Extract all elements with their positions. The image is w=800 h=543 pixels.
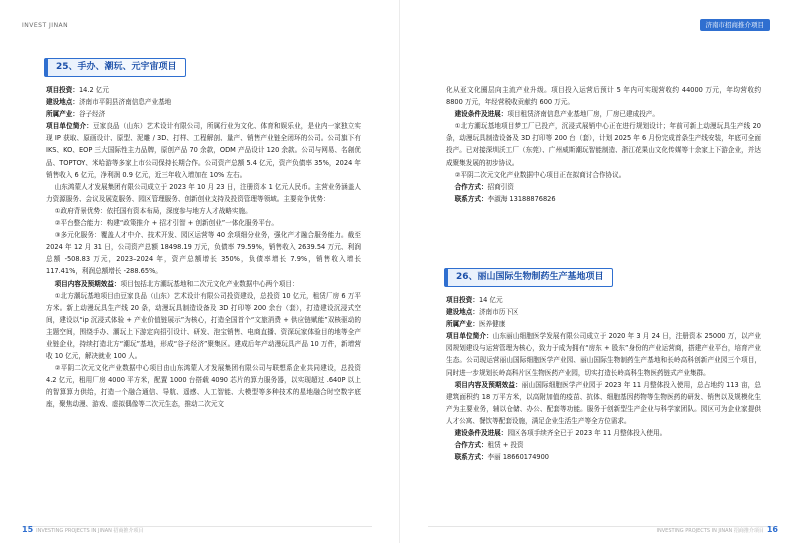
group-intro-paragraph: 山东鸿蒙人才发展集团有限公司成立于 2023 年 10 月 23 日，注册资本 1 亿元人民币。主营业务涵盖人力资源服务、会议及展览服务、园区管理服务、创新创业支持及投资管理等领域。主要竞争优势： [46, 182, 361, 203]
section-title-25: 25、手办、潮玩、元宇宙项目 [44, 58, 186, 77]
section-title-26: 26、丽山国际生物制药生产基地项目 [444, 268, 613, 287]
unit-intro-paragraph: 项目单位简介：豆家良品（山东）艺术设计有限公司，所属行业为文化、体育和娱乐业，是业内一家独立实现 IP 获取、原画设计、原型、泥雕 / 3D、打样、工程解剖、量产、销售产业链全闭环的公司。公司旗下有 IKS、KO、EOP 三大国际性主力品牌，原创产品 70 余款，ODM 产品设计 120 余款。公司与网易、名創优品、TOPTOY、米哈游等多家上市公司保持长期合作。公司资产总额 5.4 亿元，资产负债率 35%，2024 年销售收入 6 亿元，净利润 0.9 亿元，近三年收入增加在 10% 左右。 [46, 122, 362, 179]
unit-intro-paragraph: 项目单位简介：山东丽山细胞医学发展有限公司成立于 2020 年 3 月 24 日，注册资本 25000 万，以产业园规划建设与运营管理为核心，致力于成为拥有“房东 + 股东”身份的产业运营商，搭建产业平台，培育产业生态。公司现运营丽山国际细胞医学产业园、丽山国际生物制药生产基地和长岭高科创新产业园三个项目，同时进一步规划长岭高科片区生物医药产业园，切实打造长岭高科生物医药链式产业集群。 [446, 332, 761, 377]
right-upper-text [446, 84, 761, 205]
contact-line: 联系方式：李淑海 13188876826 [454, 194, 556, 203]
footer-text: INVESTING PROJECTS IN JINAN 招商推介项目 [656, 528, 764, 534]
field-investment: 项目投资：14.2 亿元 [46, 86, 109, 94]
advantage-item: ①政府背景优势：依托国有资本布局，深度参与地方人才战略实施。 [54, 206, 252, 215]
field-investment: 项目投资：14 亿元 [446, 296, 503, 304]
right-lower-text [446, 294, 761, 463]
field-industry: 所属产业：谷子经济 [46, 110, 106, 119]
right-page [400, 0, 800, 543]
progress-paragraph: 建设条件及进展：项目租赁济南信息产业基地厂房，厂房已建成投产。 [454, 110, 659, 119]
continuation-paragraph: 化从亚文化圈层向主流产业升级。项目投入运营后预计 5 年内可实现营收约 44000 万元，年均营收约 8800 万元，年经营税收贡献约 600 万元。 [446, 86, 761, 107]
field-industry: 所属产业：医养健康 [446, 320, 506, 329]
footer-right [657, 525, 778, 534]
advantage-item: ②平台整合能力：构建“政策推介 + 招才引智 + 创新创业”一体化服务平台。 [54, 219, 278, 228]
contact-line: 联系方式：李丽 18660174900 [454, 453, 549, 462]
advantage-item: ③多元化服务：覆盖人才中介、技术开发、园区运营等 40 余项细分业务，强化产才融合服务能力。截至 2024 年 12 月 31 日，公司资产总额 18498.19 万元，负债率 79.59%，销售收入 2639.54 万元、利润总额 -508.83 万元，2023–2024 年，资产总额增长 350%，负债率增长 7.9%，销售收入增长 117.41%，利润总额增长 -288.65%。 [46, 231, 361, 276]
footer-text: INVESTING PROJECTS IN JINAN 招商推介项目 [36, 528, 144, 534]
header-right-tag: 济南市招商推介项目 [700, 19, 771, 31]
content-item: ①北方潮玩基地项目由豆家良品（山东）艺术设计有限公司投资建设，总投资 10 亿元，租赁厂房 6 万平方米。新上动漫玩具生产线 20 条，动漫玩具制造设备及 3D 打印等 200 余台（套），打造建设沉浸式空间，建设以“ip 沉浸式体验 + 产业价值链展示”为核心，打造全国首个“文旅消费 + 供应链赋能”双核驱动的主题空间，围绕手办、潮玩上下游定向招引设计、研发、泡宝销售、电商直播、资深玩家体验目的地等全产业链企业，持续打造北方“潮玩”基地，形成“谷子经济”聚集区。建成后年产动漫玩具产品 10 万件，新增营收 10 亿元，解决就业 100 人。 [46, 291, 361, 361]
field-location: 建设地点：济南市平阴县济南信息产业基地 [46, 98, 172, 107]
page-number: 16 [766, 525, 778, 534]
progress-paragraph: 建设条件及进展：园区各项手续齐全已于 2023 年 11 月整体投入使用。 [454, 429, 667, 438]
page-number: 15 [22, 525, 34, 534]
progress-item: ②平阴二次元文化产业数据中心项目正在拟商讨合作协议。 [454, 170, 626, 179]
footer-left [22, 525, 143, 534]
left-text-block [46, 84, 361, 411]
coop-line: 合作方式：招商引资 [454, 182, 514, 191]
coop-line: 合作方式：租赁 + 投资 [454, 441, 524, 450]
header-left-label: INVEST JINAN [22, 22, 69, 29]
content-paragraph: 项目内容及预期效益：项目包括北方潮玩基地和二次元文化产业数据中心两个项目： [54, 279, 299, 288]
field-location: 建设地点：济南市历下区 [446, 308, 519, 317]
content-item: ②平阴二次元文化产业数据中心项目由山东鸿蒙人才发展集团有限公司与联想系企业共同建设，总投资 4.2 亿元，租用厂房 4000 平方米，配置 1000 台搭载 4090 芯片的算力服务器，以实现超过 .640P 以上的智算算力供给，打造一个融合通信、导航、遥感、人工智能、大模型等多种技术的星地融合时空数字底座，聚焦动漫、游戏、虚拟偶像等二次元生态，推动二次元文 [46, 364, 361, 409]
progress-item: ①北方潮玩基地项目梦工厂已投产，沉浸式展销中心正在进行规划设计；年前可新上动漫玩具生产线 20 条，动漫玩具制造设备及 3D 打印等 200 台（套），计划 2025 年 6 月份完成首条生产线安装，年底可全面投产。已对接深圳沃工厂（东莞）、广州威斯潮玩智能制造、浙江花果山文化传媒等十余家上下游企业，并达成聚集发展的初步协议。 [446, 122, 761, 167]
content-paragraph: 项目内容及预期效益：丽山国际细胞医学产业园于 2023 年 11 月整体投入使用，总占地约 113 亩，总建筑面积约 18 万平方米，以高附加值的疫苗、抗体、细胞基因药物等生物医药的研发、销售以及规模化生产为主要业务，辅以仓储、办公、配套等功能。服务于创新型生产企业与科学家团队。园区可为企业家提供人才公寓、餐饮等配套设施，满足企业生活生产等全方位需求。 [446, 380, 762, 425]
